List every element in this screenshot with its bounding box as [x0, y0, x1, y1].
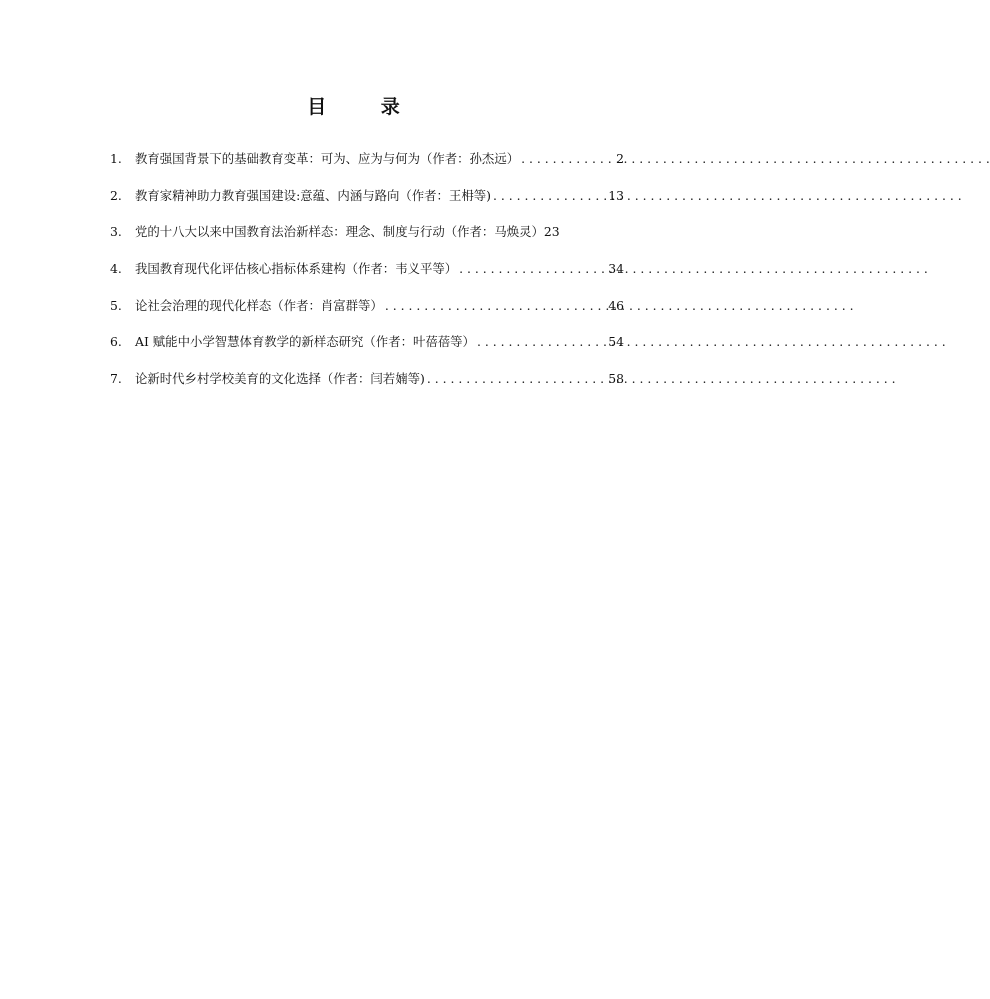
- toc-entry-page: 46: [608, 297, 624, 313]
- toc-entry-number: 7.: [110, 371, 122, 387]
- toc-entry-number: 5.: [110, 297, 122, 313]
- toc-entry-page: 2: [616, 151, 624, 166]
- toc-title: 目 录: [307, 96, 424, 118]
- toc-entry[interactable]: [110, 258, 624, 295]
- toc-entry-page: 13: [608, 187, 624, 203]
- toc-dot-leader: [385, 295, 606, 317]
- toc-dot-leader: [477, 331, 606, 353]
- toc-entry-number: 6.: [110, 334, 122, 350]
- toc-entry[interactable]: [110, 148, 624, 185]
- toc-entry[interactable]: [110, 221, 624, 258]
- toc-dot-leader: [493, 185, 606, 207]
- toc-entry-page: 34: [608, 261, 624, 277]
- toc-entry-number: 4.: [110, 261, 122, 277]
- toc-entry[interactable]: [110, 185, 624, 222]
- toc-entry-title: 我国教育现代化评估核心指标体系建构（作者：韦义平等）: [135, 261, 458, 277]
- toc-entry-number: 2.: [110, 187, 122, 203]
- toc-entry-title: 党的十八大以来中国教育法治新样态：理念、制度与行动（作者：马焕灵）: [135, 224, 544, 240]
- toc-entry-title: 教育家精神助力教育强国建设:意蕴、内涵与路向（作者：王枏等): [135, 187, 491, 203]
- toc-dot-leader: [521, 148, 614, 170]
- toc-entry-page: 54: [608, 334, 624, 350]
- toc-entry[interactable]: [110, 295, 624, 332]
- toc-entry-page: 23: [543, 224, 560, 240]
- toc-entry[interactable]: [110, 331, 624, 368]
- toc-entry-title: 教育强国背景下的基础教育变革：可为、应为与何为（作者：孙杰远）: [135, 151, 520, 166]
- toc-entry-title: AI 赋能中小学智慧体育教学的新样态研究（作者：叶蓓蓓等）: [135, 334, 475, 350]
- toc-entry-number: 1.: [110, 151, 122, 166]
- toc-dot-leader: [427, 368, 606, 390]
- toc-dot-leader: [459, 258, 606, 280]
- toc-entry[interactable]: [110, 368, 624, 405]
- toc-entry-title: 论新时代乡村学校美育的文化选择（作者：闫若婻等): [135, 371, 425, 387]
- toc-entry-page: 58: [608, 371, 624, 387]
- toc-entry-number: 3.: [110, 224, 122, 240]
- toc-list: [110, 148, 624, 405]
- toc-entry-title: 论社会治理的现代化样态（作者：肖富群等）: [135, 297, 383, 313]
